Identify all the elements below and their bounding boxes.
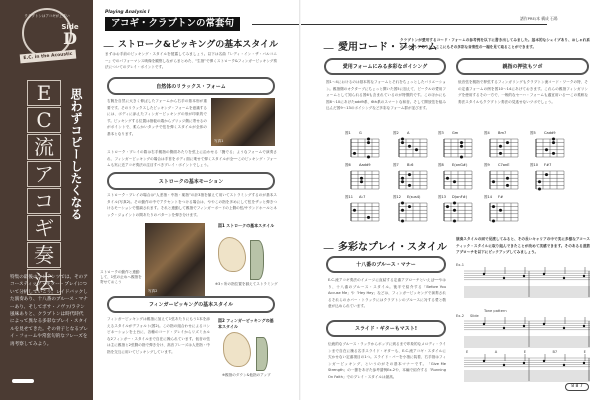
- chord-diagram: [438, 132, 476, 160]
- music-score: [454, 263, 592, 383]
- note: [583, 362, 585, 364]
- chord-diagram: [530, 132, 568, 160]
- score-annotation: Slide: [470, 314, 479, 318]
- gutter: [299, 0, 301, 400]
- note: [583, 275, 585, 277]
- chord-diagram: [345, 132, 383, 160]
- body-text: 伝統的なブルース・ラックからポップに到るまで印象的なメロディ・ラインまで自在に操る名手スライド・ギターも、E.C.流アコギ・スタイルに欠かせない定番項目の1つ。スライド・バーを小指に装着、右手指はフィンガーピッキング、というのがその基本マナーです。「Give Me Strength」の一節をあげた参考譜例Ex-2や、本編で紹介する「Running On Faith」でのプレイ・スタイルは最高。: [328, 342, 446, 379]
- fretboard-grid: [397, 137, 429, 159]
- body-text: E.C.流アコギ奏法のイメージに直結する定番アプローチといえば──やはり、十八番のブルース・スタイル。後半で紹介する「Before You Accuse Me」や「Hey Hey」などは、フィンガーピッキングで演奏されるそれらのカバー・トラックにはクラプトンのブルースに対する愛と敬意が込められています。: [328, 278, 446, 309]
- kicker: Playing Analysis I: [105, 10, 150, 15]
- finger-dot: [401, 202, 404, 205]
- chord-figure-label: 図9: [484, 163, 490, 167]
- finger-dot: [353, 152, 356, 155]
- chord-symbol: A: [494, 350, 498, 354]
- title-char: E: [27, 80, 61, 106]
- chord-diagram: [393, 164, 431, 192]
- finger-dot: [401, 180, 404, 183]
- chord-name: F#7: [544, 163, 552, 167]
- chord-name: E(onG#): [452, 163, 468, 167]
- finger-dot: [453, 209, 456, 212]
- chord-diagram: [484, 164, 522, 192]
- finger-dot: [408, 205, 411, 208]
- fretboard-grid: [488, 137, 520, 159]
- photo-caption: ストロークの動作と連動して、1弦の止めへ親指を寄せておこう: [100, 270, 142, 284]
- chord-diagram: [484, 132, 522, 160]
- fretboard-grid: [349, 169, 381, 191]
- finger-dot: [499, 209, 502, 212]
- finger-dot: [506, 141, 509, 144]
- section-title: [105, 37, 278, 50]
- chord-diagram: [484, 196, 522, 224]
- chord-figure-label: 図10: [530, 163, 538, 167]
- pick-icon: [323, 43, 336, 49]
- finger-dot: [367, 138, 370, 141]
- chord-name: A: [407, 131, 410, 135]
- chord-diagram: [393, 196, 431, 224]
- body-text: 図1〜4におけるのは基本的なフォームとそれをちょっとしたバリエーション。親指側のオクターブにちょっと開いた図5に加えて、ピークルの愛用フォームとして知られる図6も含まれているのが特徴的です。このほかにも図8〜10にあげたadd9系、6th系のスマートな和音。そして開放弦を組み込んだ図9〜13のボイシングなど多彩なフォーム群が並びます。: [326, 80, 446, 111]
- title-char: ア: [27, 161, 61, 187]
- body-text: フィンガーピッキングは親指に加えて1弦あたりにもう1本を添えるスタイルがデフォルト(図2)。この指の組合わせによるコンビネーションを土台に、各種のコード・プレイからリズミカルな2フィンガー・スタイルまで自在に操られています。低音の弦は主に親指と2弦側の指で弾き分け、高音フレーズは人差指・中指を交互に用いてピッキングしています。: [107, 317, 210, 354]
- fretboard-grid: [397, 201, 429, 223]
- finger-dot: [460, 156, 463, 159]
- finger-dot: [367, 216, 370, 219]
- example-label: Ex-2: [456, 314, 464, 318]
- chord-diagram: [393, 132, 431, 160]
- photo-relaxed-form: [211, 98, 275, 146]
- finger-dot: [408, 184, 411, 187]
- finger-dot: [446, 205, 449, 208]
- photo-strumming: [145, 223, 205, 296]
- note: [583, 325, 585, 327]
- chord-symbol: E: [583, 350, 586, 354]
- finger-dot: [401, 177, 404, 180]
- chord-name: Gm: [452, 131, 459, 135]
- figure-caption: ※3ヶ所の指位置を揃えてストラミング: [215, 282, 278, 286]
- example-label: Ex-1: [456, 263, 464, 267]
- chord-name: Bm7: [498, 131, 507, 135]
- page-number-left: [12, 379, 34, 383]
- subheading-pill: 親指の押弦もツボ: [456, 58, 589, 75]
- finger-dot: [552, 152, 555, 155]
- feature-title: [27, 80, 61, 296]
- intro-text: 演奏スタイルの面で見渡してみると、その長いキャリアの中で実に多様なアコースティック・スタイルに取り組んできたことが改めて実感できます。そのあるる道筋アプローチを以下にピックアップしてみましょう。: [456, 237, 590, 255]
- chord-symbol: E: [523, 350, 526, 354]
- fretboard-grid: [397, 169, 429, 191]
- intro-text: クラプトンが愛用するコード・フォームの参考例を以下に書き出してみました。基本的なシェイプあり、おしゃれ系のボイシングありと、ここにもその多彩な音楽性の一端を見て取ることができます。: [400, 38, 590, 49]
- chord-name: A♭7: [359, 195, 366, 199]
- body-text: ストローク・プレイの際は右手親指の側面あたりを弦上に沿わせる「撫でる」ようなフォームで演奏され、フィンガーピッキングの場合は手首をボディ面に乗せて弾くスタイルが全──このピッキング・フォームも実に近アコギ奏法の注目すべきプレイ・ポイントでしょう。: [107, 150, 277, 168]
- pick-icon: [103, 41, 116, 47]
- badge-letter: D: [63, 29, 77, 48]
- chord-symbol: B7: [552, 350, 558, 354]
- chord-figure-label: 図11: [345, 195, 353, 199]
- finger-dot: [545, 148, 548, 151]
- fretboard-grid: [534, 169, 566, 191]
- chord-figure-label: 図7: [393, 163, 399, 167]
- finger-dot: [415, 148, 418, 151]
- finger-dot: [353, 209, 356, 212]
- finger-dot: [453, 220, 456, 223]
- section-title-text: 多彩なプレイ・スタイル: [338, 242, 447, 253]
- chord-name: Aadd9: [359, 163, 371, 167]
- badge-side-text: Side: [61, 23, 79, 31]
- chord-diagram: [530, 164, 568, 192]
- section-title-text: 愛用コード・フォーム: [338, 42, 438, 53]
- chord-name: D(onF#): [452, 195, 468, 199]
- header-rule: [252, 24, 547, 25]
- photo-label: 写真1: [214, 139, 224, 143]
- staff-lines: [454, 263, 592, 383]
- chord-figure-label: 図1: [345, 131, 351, 135]
- finger-dot: [367, 156, 370, 159]
- chord-name: E(sus4): [407, 195, 421, 199]
- chord-figure-label: 図13: [438, 195, 446, 199]
- feature-subtitle: 思わずコピーしたくなる: [69, 88, 83, 220]
- hand-illustration: [218, 237, 246, 272]
- chord-figure-label: 図3: [438, 131, 444, 135]
- finger-dot: [453, 202, 456, 205]
- finger-dot: [360, 180, 363, 183]
- article-title: アコギ・クラプトンの常套句: [105, 17, 240, 31]
- subheading-pill: フィンガーピッキングの基本スタイル: [107, 296, 275, 313]
- fretboard-grid: [534, 137, 566, 159]
- finger-dot: [367, 141, 370, 144]
- photo-label: 写真2: [148, 289, 158, 293]
- score-annotation: Tone pattern: [484, 309, 507, 313]
- chord-name: F#: [498, 195, 504, 199]
- subheading-pill: ストロークの基本モーション: [107, 172, 275, 190]
- body-text: 低音弦を親指で押弦するフィンガリングもクラプトン流コード・ワークの特、その定番フォームの例を図10〜14にあげておきます。これらの親指フィンガリングを使用するその一方で、一般的なセーハ・フォームも適宜用いる──この柔軟な奏法スタイルもクラプトン奏法の見逃せないツボでしょう。: [458, 80, 588, 104]
- chord-figure-label: 図5: [530, 131, 536, 135]
- chord-diagram: [438, 196, 476, 224]
- chord-diagram: [345, 164, 383, 192]
- note: [523, 325, 525, 327]
- chord-name: C7onE: [498, 163, 510, 167]
- chord-name: G: [359, 131, 362, 135]
- pick-icon: [323, 243, 336, 249]
- finger-dot: [552, 138, 555, 141]
- credit: 譜作PRE/本 構成 石場: [520, 16, 558, 21]
- page-number: 8 8 7: [565, 383, 589, 391]
- chord-figure-label: 図12: [393, 195, 401, 199]
- finger-dot: [545, 173, 548, 176]
- chord-name: Cadd9: [544, 131, 556, 135]
- pickguard-illustration: [256, 337, 268, 371]
- badge-ribbon: E.C. in the Acoustic: [20, 50, 77, 64]
- section-title-text: ストローク&ピッキングの基本スタイル: [118, 40, 279, 50]
- badge-arc-text: クラプトンはアコギが上手い: [24, 14, 70, 18]
- chord-figure-label: 図8: [438, 163, 444, 167]
- finger-dot: [492, 220, 495, 223]
- section-title: [325, 238, 447, 253]
- finger-dot: [538, 180, 541, 183]
- chord-diagram: [345, 196, 383, 224]
- fretboard-grid: [488, 201, 520, 223]
- hand-illustration: [223, 332, 251, 367]
- title-char: コ: [27, 188, 61, 214]
- feature-lead: 特集の最後のコンテンツでは、そのアコースティック・ギター・プレイについて分析していこう。レイドバックした演奏あり、十八番のブルース・マナーあり、そしてボサ・ノヴァ/ラテン風味ありと、クラプトンは時代時代によって異なる多彩なプレイ・スタイルを見せてきた。その骨子となるプレイ・フォームや常套句的なフレーズを再考察してみよう。: [10, 275, 88, 347]
- finger-dot: [401, 220, 404, 223]
- note: [563, 327, 565, 329]
- finger-dot: [408, 145, 411, 148]
- finger-dot: [492, 180, 495, 183]
- note: [563, 277, 565, 279]
- finger-dot: [360, 177, 363, 180]
- chord-symbol: E: [466, 350, 469, 354]
- finger-dot: [492, 205, 495, 208]
- finger-dot: [401, 138, 404, 141]
- title-char: C: [27, 107, 61, 133]
- subheading-pill: スライド・ギターもマスト!: [326, 320, 446, 337]
- finger-dot: [401, 141, 404, 144]
- finger-dot: [460, 145, 463, 148]
- figure-caption: ※親指のダウン&他指のアップ: [222, 373, 271, 377]
- finger-dot: [460, 141, 463, 144]
- body-text: ストローク・プレイの場合は“人差指・中指・薬指”の計3指を揃えて用いてストラミングするのが基本スタイル(写真2)。その動作の中でアクセントをつける場合は、ややこの指を多めにして弦をザッと弾きつけるモーションで強調されます。それと連動して親指でフィンガーボードの上側の弦/サウンドホールとネック・ジョイントの間あたりのパターンを弾き分けます。: [107, 193, 277, 217]
- pickguard-illustration: [250, 240, 264, 280]
- fretboard-grid: [349, 137, 381, 159]
- fretboard-grid: [349, 201, 381, 223]
- chord-figure-label: 図4: [484, 131, 490, 135]
- note: [523, 275, 525, 277]
- title-char: 奏: [27, 242, 61, 268]
- fretboard-grid: [442, 137, 474, 159]
- note: [503, 327, 505, 329]
- chord-figure-label: 図2: [393, 131, 399, 135]
- finger-dot: [446, 177, 449, 180]
- note: [523, 362, 525, 364]
- note: [503, 277, 505, 279]
- fretboard-grid: [488, 169, 520, 191]
- chord-name: B♭6: [407, 163, 414, 167]
- figure-title: 図1 ストロークの基本スタイル: [218, 223, 275, 228]
- sidebar: [0, 0, 93, 400]
- intro-text: まずはお手前のピッキング・スタイルを披露してみましょう。以下は名曲『レディ・イン・ザ・バルコニー』でのパフォーマンス映像を観察しながらまとめた、“生指”で弾くストローク&フィンガーピッキング奏法についてのプレイ・ポイントです。: [105, 52, 277, 70]
- note: [563, 364, 565, 366]
- finger-dot: [506, 177, 509, 180]
- subheading-pill: 十八番のブルース・マナー: [326, 256, 446, 273]
- finger-dot: [506, 184, 509, 187]
- subheading-pill: 自然体のリラックス・フォーム: [107, 77, 275, 95]
- chord-diagram: [438, 164, 476, 192]
- fretboard-grid: [442, 169, 474, 191]
- title-char: 法: [27, 269, 61, 295]
- note: [503, 364, 505, 366]
- fretboard-grid: [442, 201, 474, 223]
- finger-dot: [401, 209, 404, 212]
- chord-figure-label: 図14: [484, 195, 492, 199]
- title-char: 流: [27, 134, 61, 160]
- body-text: 右腕を自然に大きく伸ばしたフォームから右手の基本形が重要です。そのリラックスしたピッキング・フォームを意識するには、ボディに添えたフィンガーピッキングの形が印象的です。ピッキングする位置は指板の端からブリッジ側に寄せるのがポイントで、柔らかいタッチで弦を弾くスタイルが全体の基本となります。: [107, 99, 207, 136]
- finger-dot: [552, 141, 555, 144]
- finger-dot: [408, 173, 411, 176]
- finger-dot: [499, 145, 502, 148]
- title-char: ギ: [27, 215, 61, 241]
- figure-title: 図2 フィンガーピッキングの基本スタイル: [218, 318, 274, 329]
- finger-dot: [499, 152, 502, 155]
- chord-figure-label: 図6: [345, 163, 351, 167]
- finger-dot: [538, 188, 541, 191]
- finger-dot: [453, 180, 456, 183]
- subheading-pill: 愛用フォームにみる多彩なボイシング: [324, 58, 446, 75]
